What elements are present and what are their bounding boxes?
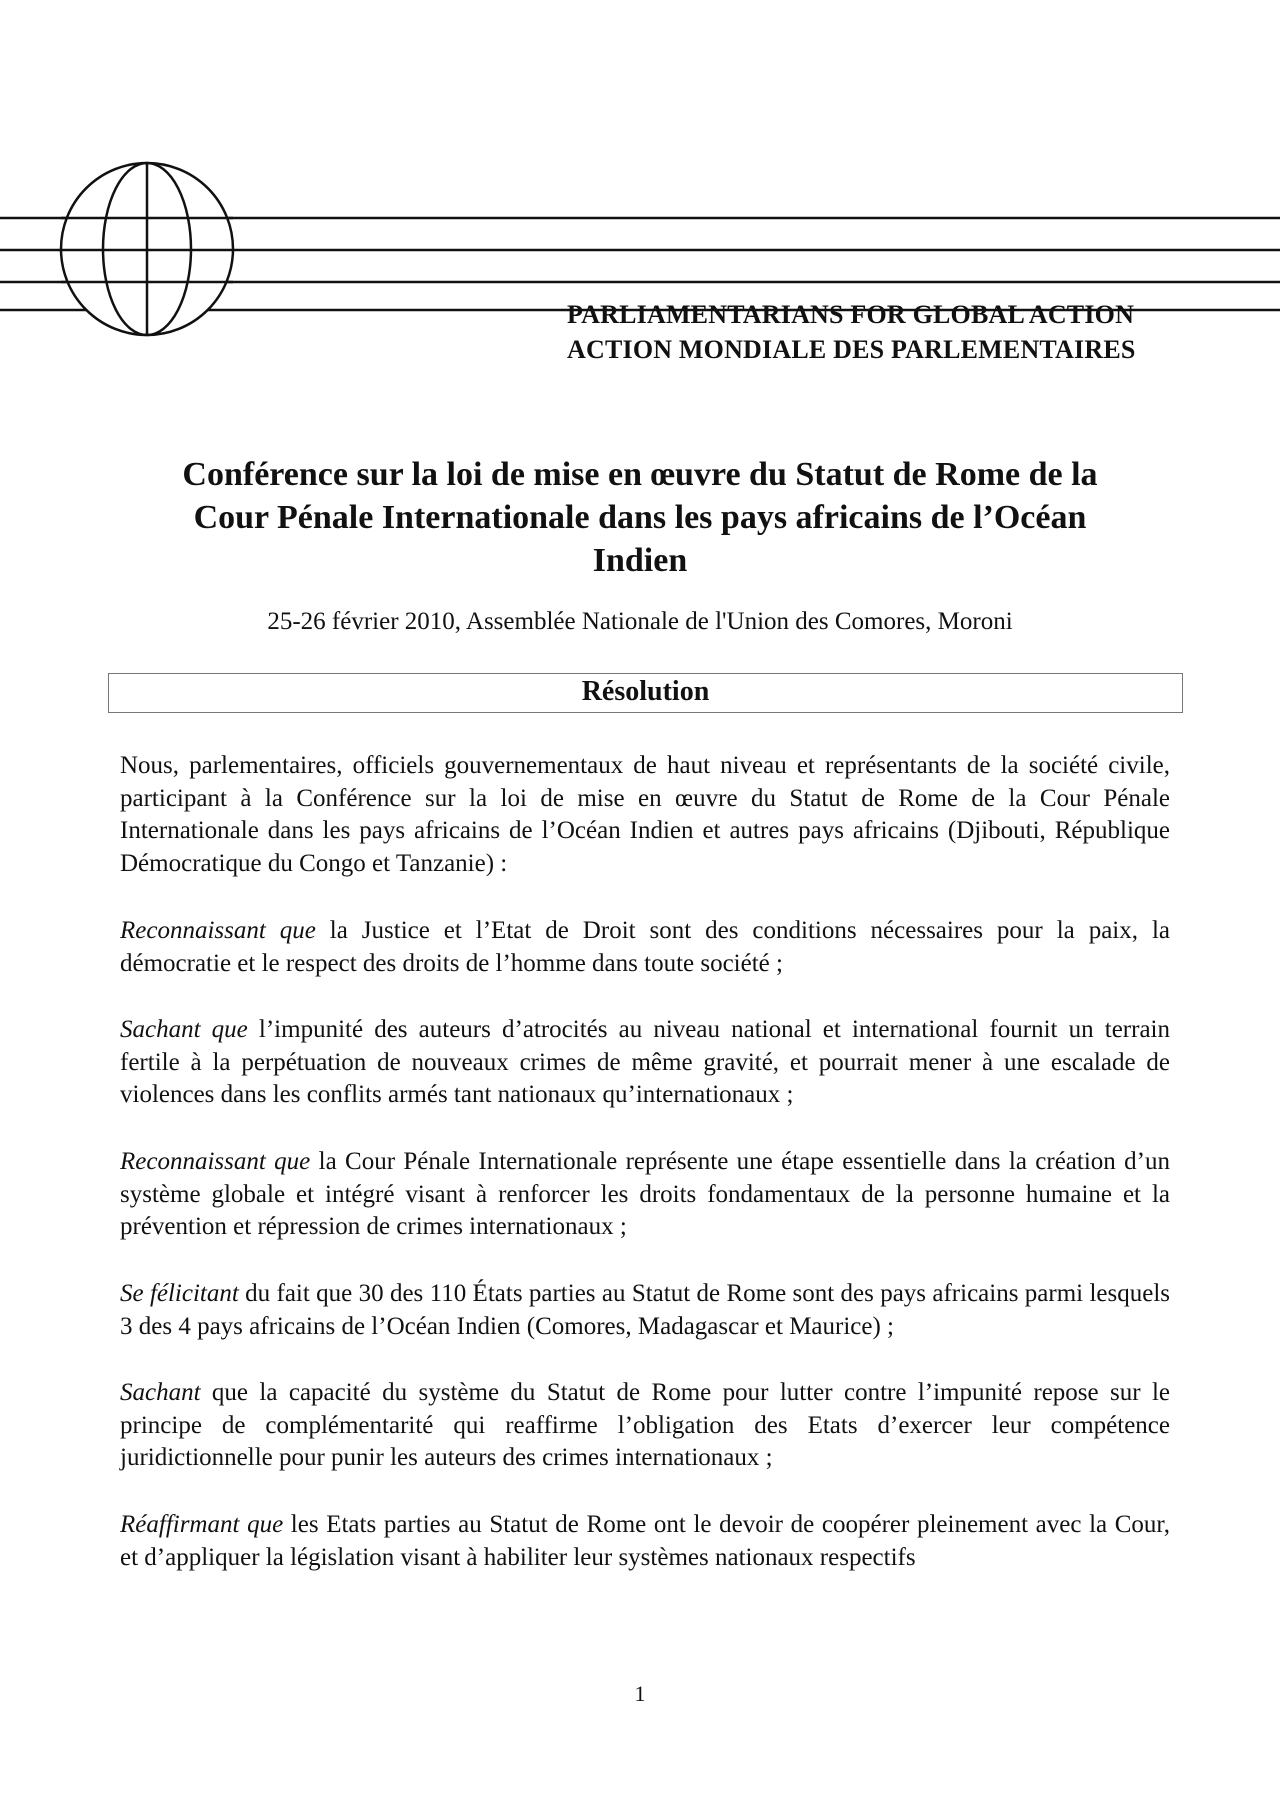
- clause-paragraph: [120, 915, 1170, 980]
- paragraph-text: la Justice et l’Etat de Droit sont des conditions nécessaires pour la paix, la démocratie et le respect des droits de l’homme dans toute société ;: [120, 917, 1170, 977]
- document-title-line-2: Cour Pénale Internationale dans les pays africains de l’Océan: [193, 499, 1087, 536]
- clause-paragraph: [120, 1509, 1170, 1574]
- paragraph-text: Nous, parlementaires, officiels gouvernementaux de haut niveau et représentants de la société civile, participant à la Conférence sur la loi de mise en œuvre du Statut de Rome de la Cour Pénale Internationale dans les pays africains de l’Océan Indien et autres pays africains (Djibouti, République Démocratique du Congo et Tanzanie) :: [120, 752, 1170, 877]
- clause-lead: Réaffirmant que: [120, 1511, 284, 1538]
- page-number: 1: [634, 1681, 646, 1706]
- clause-lead: Sachant: [120, 1379, 201, 1406]
- clause-lead: Sachant que: [120, 1016, 248, 1043]
- clause-paragraph: [120, 1146, 1170, 1244]
- clause-lead: Se félicitant: [120, 1280, 239, 1307]
- clause-lead: Reconnaissant que: [120, 1148, 311, 1175]
- organization-name-french: ACTION MONDIALE DES PARLEMENTAIRES: [567, 335, 1136, 364]
- document-title-line-3: Indien: [592, 542, 688, 579]
- organization-name-english: PARLIAMENTARIANS FOR GLOBAL ACTION: [567, 300, 1135, 329]
- clause-paragraph: [120, 1014, 1170, 1112]
- paragraph-text: du fait que 30 des 110 États parties au Statut de Rome sont des pays africains parmi lesquels 3 des 4 pays africains de l’Océan Indien (Comores, Madagascar et Maurice) ;: [120, 1280, 1170, 1340]
- paragraph-text: l’impunité des auteurs d’atrocités au niveau national et international fournit un terrain fertile à la perpétuation de nouveaux crimes de même gravité, et pourrait mener à une escalade de violences dans les conflits armés tant nationaux qu’internationaux ;: [120, 1016, 1170, 1108]
- clause-paragraph: [120, 1278, 1170, 1343]
- document-title-line-1: Conférence sur la loi de mise en œuvre du Statut de Rome de la: [182, 456, 1098, 493]
- clause-lead: Reconnaissant que: [120, 917, 316, 944]
- preamble-paragraph: [120, 750, 1170, 880]
- paragraph-text: les Etats parties au Statut de Rome ont le devoir de coopérer pleinement avec la Cour, et d’appliquer la législation visant à habiliter leur systèmes nationaux respectifs: [120, 1511, 1171, 1571]
- resolution-heading: Résolution: [108, 673, 1183, 713]
- globe-with-lines-icon: [0, 160, 1280, 360]
- paragraph-text: que la capacité du système du Statut de Rome pour lutter contre l’impunité repose sur le principe de complémentarité qui reaffirme l’obligation des Etats d’exercer leur compétence juridictionnelle pour punir les auteurs des crimes internationaux ;: [120, 1379, 1170, 1471]
- paragraph-text: la Cour Pénale Internationale représente une étape essentielle dans la création d’un système globale et intégré visant à renforcer les droits fondamentaux de la personne humaine et la prévention et répression de crimes internationaux ;: [120, 1148, 1170, 1240]
- event-date-location: 25-26 février 2010, Assemblée Nationale de l'Union des Comores, Moroni: [267, 608, 1013, 635]
- clause-paragraph: [120, 1377, 1170, 1475]
